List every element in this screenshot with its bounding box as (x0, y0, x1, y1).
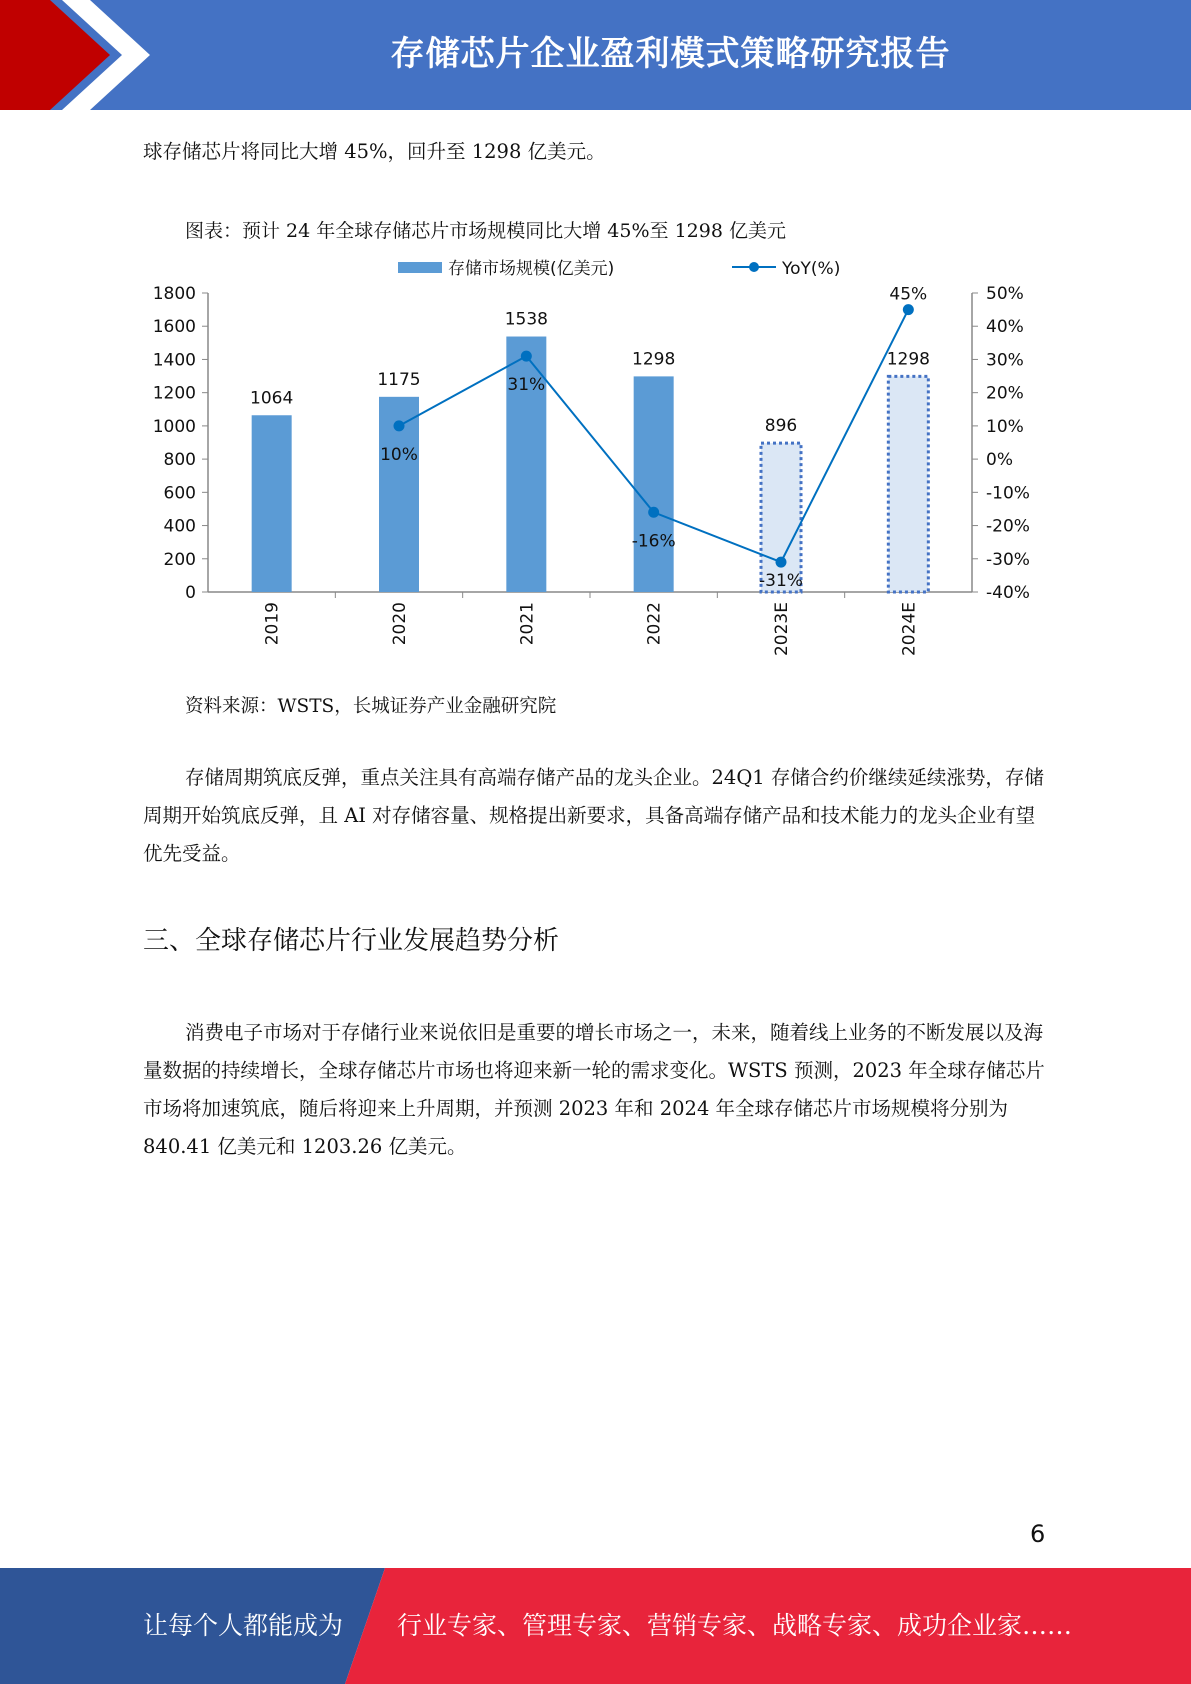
right-tick-label: -40% (986, 583, 1030, 603)
right-tick-label: 20% (986, 383, 1024, 404)
x-tick-label: 2023E (772, 602, 792, 657)
bar-value-label: 1538 (504, 309, 548, 330)
legend-line-label: YoY(%) (782, 259, 841, 279)
x-tick-label: 2020 (390, 602, 410, 646)
left-tick-label: 1000 (152, 416, 196, 437)
figure-source: 资料来源：WSTS，长城证券产业金融研究院 (185, 696, 557, 717)
figure-caption: 图表：预计 24 年全球存储芯片市场规模同比大增 45%至 1298 亿美元 (185, 220, 786, 242)
right-tick-label: -10% (986, 483, 1030, 504)
paragraph-storage-cycle: 存储周期筑底反弹，重点关注具有高端存储产品的龙头企业。24Q1 存储合约价继续延续涨势，存储周期开始筑底反弹，且 AI 对存储容量、规格提出新要求，具备高端存储产品和技术能力的龙头企业有望优先受益。 (143, 766, 1044, 865)
left-tick-label: 200 (163, 549, 196, 570)
left-tick-label: 1400 (152, 350, 196, 371)
bar-estimated (761, 443, 801, 592)
right-tick-label: 50% (986, 284, 1024, 304)
yoy-value-label: 31% (507, 375, 546, 396)
market-size-chart (140, 250, 1060, 670)
x-tick-label: 2021 (517, 602, 538, 646)
left-tick-label: 800 (163, 450, 196, 471)
yoy-point (521, 351, 532, 362)
bar-value-label: 896 (764, 416, 798, 437)
right-tick-label: 10% (986, 416, 1024, 437)
right-tick-label: -20% (986, 516, 1030, 537)
yoy-value-label: 10% (380, 444, 418, 465)
bar-estimated (888, 376, 928, 592)
left-tick-label: 0 (185, 583, 196, 603)
bar (631, 376, 676, 592)
yoy-point (394, 420, 405, 431)
bar (252, 415, 292, 592)
document-title: 存储芯片企业盈利模式策略研究报告 (390, 34, 951, 74)
bar-value-label: 1298 (886, 349, 930, 370)
x-tick-label: 2019 (262, 602, 283, 646)
yoy-value-label: -16% (631, 531, 676, 552)
legend-bar-swatch (398, 262, 442, 273)
left-tick-label: 1600 (152, 317, 196, 338)
legend-line-marker (749, 262, 759, 272)
legend-bar-label: 存储市场规模(亿美元) (448, 259, 615, 279)
section-heading: 三、全球存储芯片行业发展趋势分析 (143, 926, 560, 956)
intro-paragraph-tail: 球存储芯片将同比大增 45%，回升至 1298 亿美元。 (143, 140, 606, 163)
right-tick-label: 30% (986, 350, 1024, 371)
yoy-point (903, 304, 914, 315)
footer-slogan-left: 让每个人都能成为 (143, 1611, 344, 1640)
footer-slogan-right: 行业专家、管理专家、营销专家、战略专家、成功企业家…… (397, 1611, 1073, 1640)
yoy-point (648, 507, 659, 518)
yoy-value-label: -31% (759, 571, 803, 592)
left-tick-label: 1200 (152, 383, 196, 404)
left-tick-label: 600 (163, 483, 196, 504)
bar-value-label: 1064 (250, 388, 294, 409)
right-tick-label: 0% (986, 450, 1013, 471)
x-tick-label: 2022 (644, 602, 665, 646)
x-tick-label: 2024E (899, 602, 920, 657)
yoy-point (776, 557, 787, 568)
left-tick-label: 400 (163, 516, 196, 537)
yoy-value-label: 45% (889, 284, 928, 305)
paragraph-trend-analysis: 消费电子市场对于存储行业来说依旧是重要的增长市场之一，未来，随着线上业务的不断发展以及海量数据的持续增长，全球存储芯片市场也将迎来新一轮的需求变化。WSTS 预测，2023 年全球存储芯片市场将加速筑底，随后将迎来上升周期，并预测 2023 年和 2024 年全球存储芯片市场规模将分别为 840.41 亿美元和 1203.26 亿美元。 (143, 1021, 1045, 1158)
page-number: 6 (1030, 1520, 1046, 1548)
bar-value-label: 1175 (377, 369, 421, 390)
left-tick-label: 1800 (152, 284, 196, 304)
right-tick-label: -30% (986, 549, 1030, 570)
footer-banner (0, 1568, 1191, 1684)
right-tick-label: 40% (986, 317, 1024, 338)
header-arrow-icon (0, 0, 160, 110)
header-banner (0, 0, 1191, 110)
bar-value-label: 1298 (632, 349, 676, 370)
